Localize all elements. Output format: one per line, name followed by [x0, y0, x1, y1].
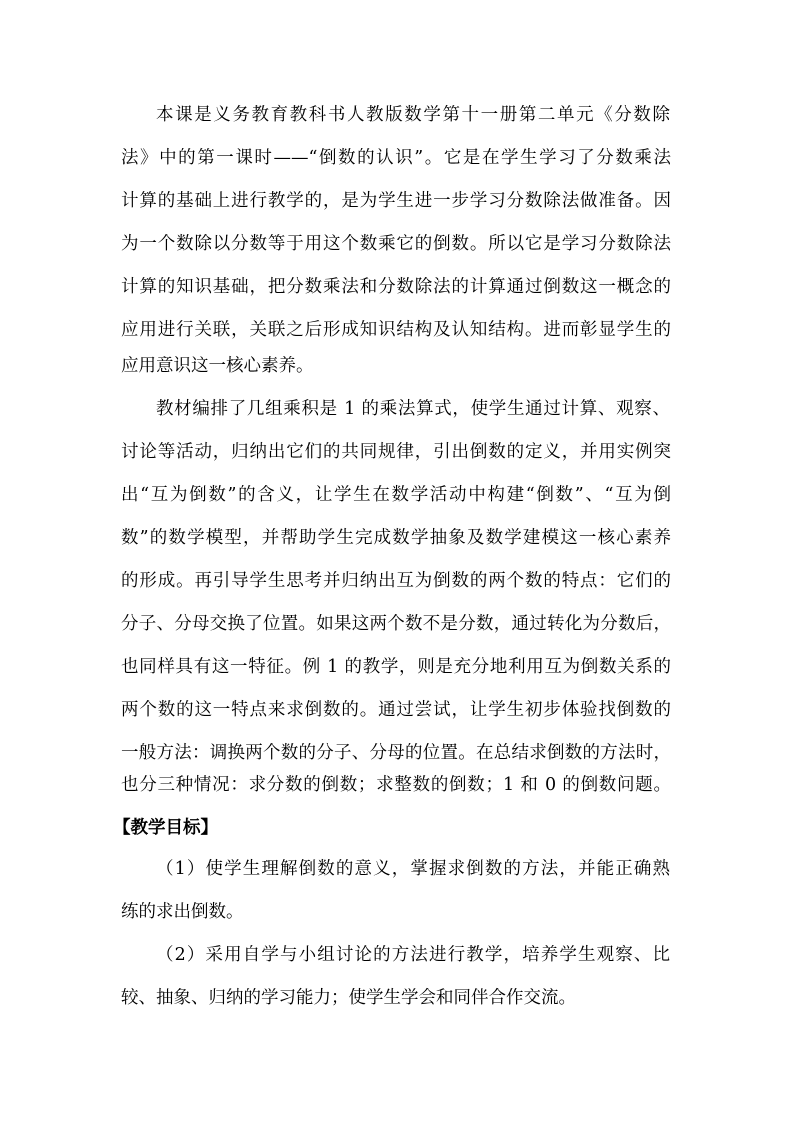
goal-1-line-2: 练的求出倒数。: [121, 902, 244, 922]
paragraph-1-line-1: 本课是义务教育教科书人教版数学第十一册第二单元《分数除: [156, 105, 670, 125]
paragraph-2-line-6: 分子、分母交换了位置。如果这两个数不是分数，通过转化为分数后，: [121, 614, 671, 634]
section-heading-teaching-goals: 【教学目标】: [113, 818, 218, 838]
goal-1-line-1: （1）使学生理解倒数的意义，掌握求倒数的方法，并能正确熟: [156, 859, 670, 879]
paragraph-2-line-8: 两个数的这一特点来求倒数的。通过尝试，让学生初步体验找倒数的: [121, 700, 671, 720]
paragraph-2-line-5: 的形成。再引导学生思考并归纳出互为倒数的两个数的特点：它们的: [121, 571, 671, 591]
goal-2-line-1: （2）采用自学与小组讨论的方法进行教学，培养学生观察、比: [156, 945, 670, 965]
paragraph-1-line-7: 应用意识这一核心素养。: [121, 356, 314, 376]
paragraph-1-line-3: 计算的基础上进行教学的，是为学生进一步学习分数除法做准备。因: [121, 191, 671, 211]
paragraph-2-line-9: 一般方法：调换两个数的分子、分母的位置。在总结求倒数的方法时，: [121, 743, 671, 763]
paragraph-1-line-5: 计算的知识基础，把分数乘法和分数除法的计算通过倒数这一概念的: [121, 277, 671, 297]
paragraph-2-line-10: 也分三种情况：求分数的倒数；求整数的倒数；1 和 0 的倒数问题。: [121, 775, 671, 795]
paragraph-1-line-6: 应用进行关联，关联之后形成知识结构及认知结构。进而彰显学生的: [121, 320, 671, 340]
paragraph-2-line-2: 讨论等活动，归纳出它们的共同规律，引出倒数的定义，并用实例突: [121, 442, 671, 462]
paragraph-1-line-4: 为一个数除以分数等于用这个数乘它的倒数。所以它是学习分数除法: [121, 234, 671, 254]
paragraph-2-line-3: 出“互为倒数”的含义，让学生在数学活动中构建“倒数”、“互为倒: [121, 485, 671, 505]
paragraph-1-line-2: 法》中的第一课时——“倒数的认识”。它是在学生学习了分数乘法: [121, 148, 671, 168]
paragraph-2-line-4: 数”的数学模型，并帮助学生完成数学抽象及数学建模这一核心素养: [121, 528, 671, 548]
paragraph-2-line-1: 教材编排了几组乘积是 1 的乘法算式，使学生通过计算、观察、: [156, 399, 670, 419]
goal-2-line-2: 较、抽象、归纳的学习能力；使学生学会和同伴合作交流。: [121, 988, 576, 1008]
paragraph-2-line-7: 也同样具有这一特征。例 1 的教学，则是充分地利用互为倒数关系的: [121, 657, 671, 677]
